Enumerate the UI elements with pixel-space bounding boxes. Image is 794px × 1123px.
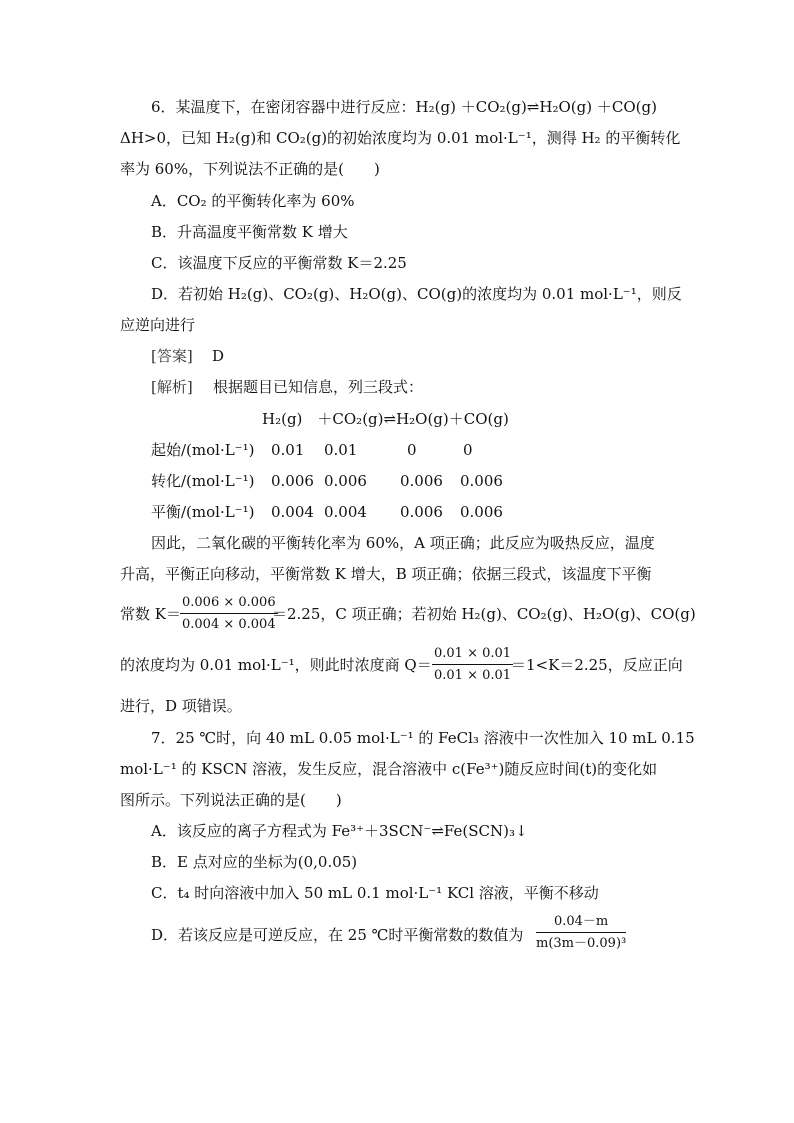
q7-option-a: A．该反应的离子方程式为 Fe³⁺＋3SCN⁻⇌Fe(SCN)₃↓ — [151, 822, 528, 840]
explanation-line4-suffix: ＝1<K＝2.25，反应正向 — [511, 656, 683, 674]
analysis-label: [解析] — [151, 378, 193, 396]
reaction-equation: H₂(g) ＋CO₂(g)⇌H₂O(g)＋CO(g) — [262, 410, 509, 428]
q6-option-d-line2: 应逆向进行 — [120, 316, 196, 334]
row-label: 起始/(mol·L⁻¹) — [151, 441, 255, 459]
cell: 0.006 — [400, 503, 443, 521]
q-fraction — [432, 645, 513, 685]
cell: 0.006 — [400, 472, 443, 490]
row-label: 平衡/(mol·L⁻¹) — [151, 503, 255, 521]
cell: 0.004 — [271, 503, 314, 521]
q6-stem-line1: 6．某温度下，在密闭容器中进行反应：H₂(g) ＋CO₂(g)⇌H₂O(g) ＋CO(g) — [151, 98, 657, 116]
cell: 0.006 — [460, 503, 503, 521]
answer-value: D — [212, 347, 225, 365]
cell: 0.006 — [460, 472, 503, 490]
q7-stem-line1: 7．25 ℃时，向 40 mL 0.05 mol·L⁻¹ 的 FeCl₃ 溶液中一次性加入 10 mL 0.15 — [151, 729, 695, 747]
q6-option-a: A．CO₂ 的平衡转化率为 60% — [151, 192, 355, 210]
q6-stem-line2: ΔH>0，已知 H₂(g)和 CO₂(g)的初始浓度均为 0.01 mol·L⁻¹，测得 H₂ 的平衡转化 — [120, 129, 681, 147]
cell: 0 — [407, 441, 417, 459]
k-fraction — [180, 594, 278, 634]
cell: 0.006 — [271, 472, 314, 490]
q7-stem-line2: mol·L⁻¹ 的 KSCN 溶液，发生反应，混合溶液中 c(Fe³⁺)随反应时间(t)的变化如 — [120, 760, 658, 778]
answer-label: [答案] — [151, 347, 193, 365]
explanation-line1: 因此，二氧化碳的平衡转化率为 60%，A 项正确；此反应为吸热反应，温度 — [151, 534, 655, 552]
cell: 0.006 — [324, 472, 367, 490]
q7-d-fraction-denominator: m(3m－0.09)³ — [536, 936, 627, 951]
q7-option-c: C．t₄ 时向溶液中加入 50 mL 0.1 mol·L⁻¹ KCl 溶液，平衡不移动 — [151, 884, 599, 902]
explanation-line5: 进行，D 项错误。 — [120, 697, 242, 715]
k-fraction-denominator: 0.004 × 0.004 — [182, 617, 276, 632]
explanation-line3-prefix: 常数 K＝ — [120, 605, 181, 623]
explanation-line4-prefix: 的浓度均为 0.01 mol·L⁻¹，则此时浓度商 Q＝ — [120, 656, 432, 674]
k-fraction-numerator: 0.006 × 0.006 — [180, 594, 278, 614]
analysis-text: 根据题目已知信息，列三段式： — [213, 378, 424, 396]
cell: 0.01 — [324, 441, 358, 459]
q6-option-b: B．升高温度平衡常数 K 增大 — [151, 223, 348, 241]
q6-stem-line3: 率为 60%，下列说法不正确的是( ) — [120, 160, 380, 178]
explanation-line3-suffix: ＝2.25，C 项正确；若初始 H₂(g)、CO₂(g)、H₂O(g)、CO(g) — [272, 605, 696, 623]
q7-option-d-prefix: D．若该反应是可逆反应，在 25 ℃时平衡常数的数值为 — [151, 926, 524, 944]
explanation-line2: 升高，平衡正向移动，平衡常数 K 增大，B 项正确；依据三段式，该温度下平衡 — [120, 565, 652, 583]
q-fraction-denominator: 0.01 × 0.01 — [434, 668, 512, 683]
q7-d-fraction — [536, 913, 626, 953]
row-label: 转化/(mol·L⁻¹) — [151, 472, 255, 490]
q6-option-d-line1: D．若初始 H₂(g)、CO₂(g)、H₂O(g)、CO(g)的浓度均为 0.01 mol·L⁻¹，则反 — [151, 285, 682, 303]
cell: 0.004 — [324, 503, 367, 521]
q7-option-b: B．E 点对应的坐标为(0,0.05) — [151, 853, 358, 871]
cell: 0.01 — [271, 441, 305, 459]
q7-d-fraction-numerator: 0.04－m — [536, 913, 626, 933]
cell: 0 — [463, 441, 473, 459]
q7-stem-line3: 图所示。下列说法正确的是( ) — [120, 791, 342, 809]
q-fraction-numerator: 0.01 × 0.01 — [432, 645, 513, 665]
q6-option-c: C．该温度下反应的平衡常数 K＝2.25 — [151, 254, 407, 272]
